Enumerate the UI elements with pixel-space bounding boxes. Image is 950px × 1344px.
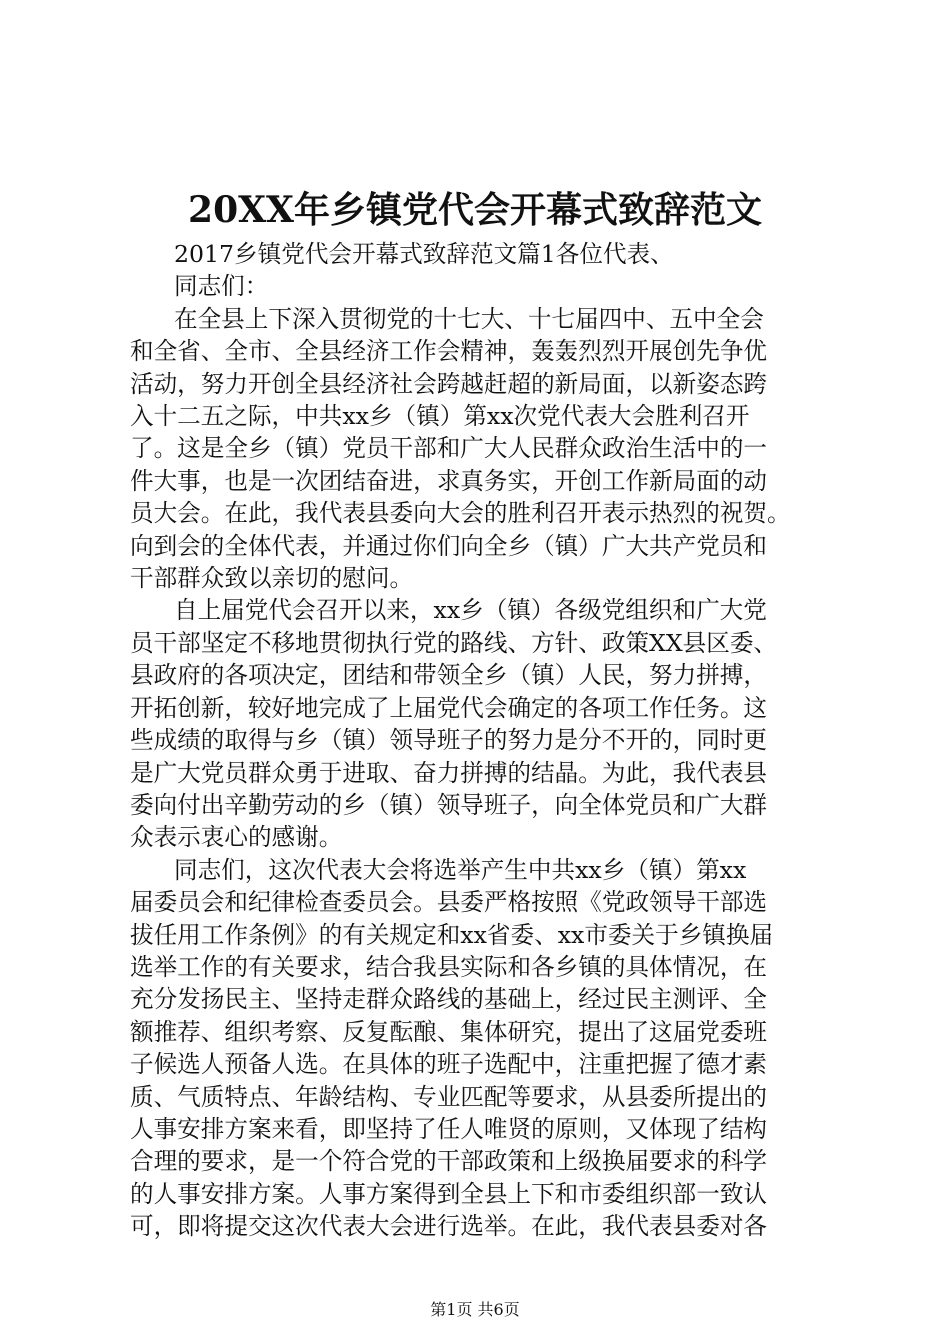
text-line: 额推荐、组织考察、反复酝酿、集体研究，提出了这届党委班	[130, 1017, 768, 1046]
text-line: 拔任用工作条例》的有关规定和xx省委、xx市委关于乡镇换届	[130, 920, 774, 949]
paragraph-start-line: 同志们，这次代表大会将选举产生中共xx乡（镇）第xx	[174, 855, 747, 884]
text-line: 件大事，也是一次团结奋进，求真务实，开创工作新局面的动	[130, 466, 768, 495]
text-line: 些成绩的取得与乡（镇）领导班子的努力是分不开的，同时更	[130, 726, 768, 755]
document-title: 20XX年乡镇党代会开幕式致辞范文	[188, 189, 762, 231]
text-line: 合理的要求，是一个符合党的干部政策和上级换届要求的科学	[130, 1147, 768, 1176]
text-line: 2017乡镇党代会开幕式致辞范文篇1各位代表、	[174, 240, 674, 268]
text-line: 县政府的各项决定，团结和带领全乡（镇）人民，努力拼搏，	[130, 661, 768, 690]
text-line: 人事安排方案来看，即坚持了任人唯贤的原则，又体现了结构	[130, 1114, 768, 1143]
text-line: 向到会的全体代表，并通过你们向全乡（镇）广大共产党员和	[130, 531, 768, 560]
text-line: 员干部坚定不移地贯彻执行党的路线、方针、政策XX县区委、	[130, 628, 778, 657]
text-line: 届委员会和纪律检查委员会。县委严格按照《党政领导干部选	[130, 888, 768, 917]
text-line: 委向付出辛勤劳动的乡（镇）领导班子，向全体党员和广大群	[130, 790, 768, 819]
text-line: 是广大党员群众勇于进取、奋力拼搏的结晶。为此，我代表县	[130, 758, 768, 787]
text-line: 入十二五之际，中共xx乡（镇）第xx次党代表大会胜利召开	[130, 402, 750, 431]
text-line: 可，即将提交这次代表大会进行选举。在此，我代表县委对各	[130, 1212, 768, 1241]
text-line: 活动，努力开创全县经济社会跨越赶超的新局面，以新姿态跨	[130, 369, 768, 398]
text-line: 开拓创新，较好地完成了上届党代会确定的各项工作任务。这	[130, 693, 768, 722]
text-line: 子候选人预备人选。在具体的班子选配中，注重把握了德才素	[130, 1050, 768, 1079]
text-line: 众表示衷心的感谢。	[130, 823, 343, 852]
document-body	[130, 238, 835, 1243]
text-line: 了。这是全乡（镇）党员干部和广大人民群众政治生活中的一	[130, 434, 768, 463]
paragraph-start-line: 自上届党代会召开以来，xx乡（镇）各级党组织和广大党	[174, 596, 767, 625]
text-line: 同志们：	[174, 272, 269, 301]
text-line: 选举工作的有关要求，结合我县实际和各乡镇的具体情况，在	[130, 952, 768, 981]
text-line: 充分发扬民主、坚持走群众路线的基础上，经过民主测评、全	[130, 985, 768, 1014]
text-line: 员大会。在此，我代表县委向大会的胜利召开表示热烈的祝贺。	[130, 499, 791, 528]
text-line: 和全省、全市、全县经济工作会精神，轰轰烈烈开展创先争优	[130, 337, 768, 366]
text-line: 的人事安排方案。人事方案得到全县上下和市委组织部一致认	[130, 1179, 768, 1208]
page-number-footer: 第1页 共6页	[430, 1300, 520, 1319]
text-line: 质、气质特点、年龄结构、专业匹配等要求，从县委所提出的	[130, 1082, 768, 1111]
text-line: 干部群众致以亲切的慰问。	[130, 564, 414, 593]
paragraph-start-line: 在全县上下深入贯彻党的十七大、十七届四中、五中全会	[174, 304, 764, 333]
